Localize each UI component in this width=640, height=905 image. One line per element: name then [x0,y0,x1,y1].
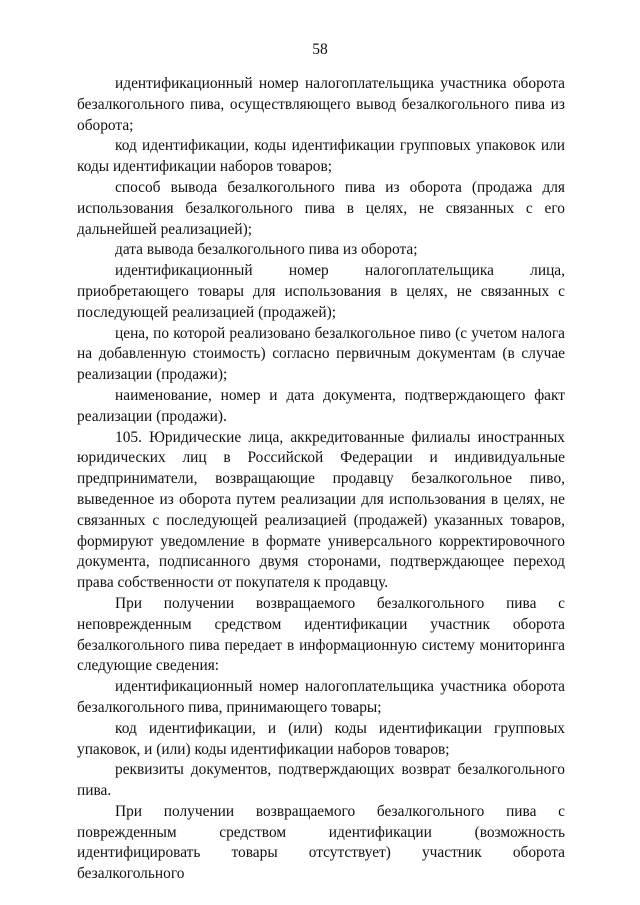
paragraph-12: реквизиты документов, подтверждающих возврат безалкогольного пива. [77,761,565,800]
document-body [77,74,565,885]
paragraph-11: код идентификации, и (или) коды идентификации групповых упаковок, и (или) коды идентификации наборов товаров; [77,719,565,758]
paragraph-13: При получении возвращаемого безалкогольного пива с поврежденным средством идентификации (возможность идентифицировать товары отсутствует) участник оборота безалкогольного [77,802,565,883]
paragraph-5: идентификационный номер налогоплательщика лица, приобретающего товары для использования в целях, не связанных с последующей реализацией (продажей); [77,262,565,321]
paragraph-9: При получении возвращаемого безалкогольного пива с неповрежденным средством идентификации участник оборота безалкогольного пива передает в информационную систему мониторинга следующие сведения: [77,594,565,675]
paragraph-7: наименование, номер и дата документа, подтверждающего факт реализации (продажи). [77,386,565,425]
paragraph-1: идентификационный номер налогоплательщика участника оборота безалкогольного пива, осуществляющего вывод безалкогольного пива из оборота; [77,75,565,134]
paragraph-3: способ вывода безалкогольного пива из оборота (продажа для использования безалкогольного пива в целях, не связанных с его дальнейшей реализацией); [77,178,565,238]
paragraph-8: 105. Юридические лица, аккредитованные филиалы иностранных юридических лиц в Российской Федерации и индивидуальные предприниматели, возвращающие продавцу безалкогольное пиво, выведенное из оборота путем реализации для использования в целях, не связанных с последующей реализацией (продажей) указанных товаров, формируют уведомление в формате универсального корректировочного документа, подписанного двумя сторонами, подтверждающее переход права собственности от покупателя к продавцу. [77,428,565,592]
paragraph-4: дата вывода безалкогольного пива из оборота; [115,241,418,259]
paragraph-6: цена, по которой реализовано безалкогольное пиво (с учетом налога на добавленную стоимость) согласно первичным документам (в случае реализации (продажи); [77,324,565,384]
paragraph-10: идентификационный номер налогоплательщика участника оборота безалкогольного пива, принимающего товары; [77,678,565,716]
paragraph-2: код идентификации, коды идентификации групповых упаковок или коды идентификации наборов товаров; [77,137,565,176]
page-number: 58 [312,41,328,58]
